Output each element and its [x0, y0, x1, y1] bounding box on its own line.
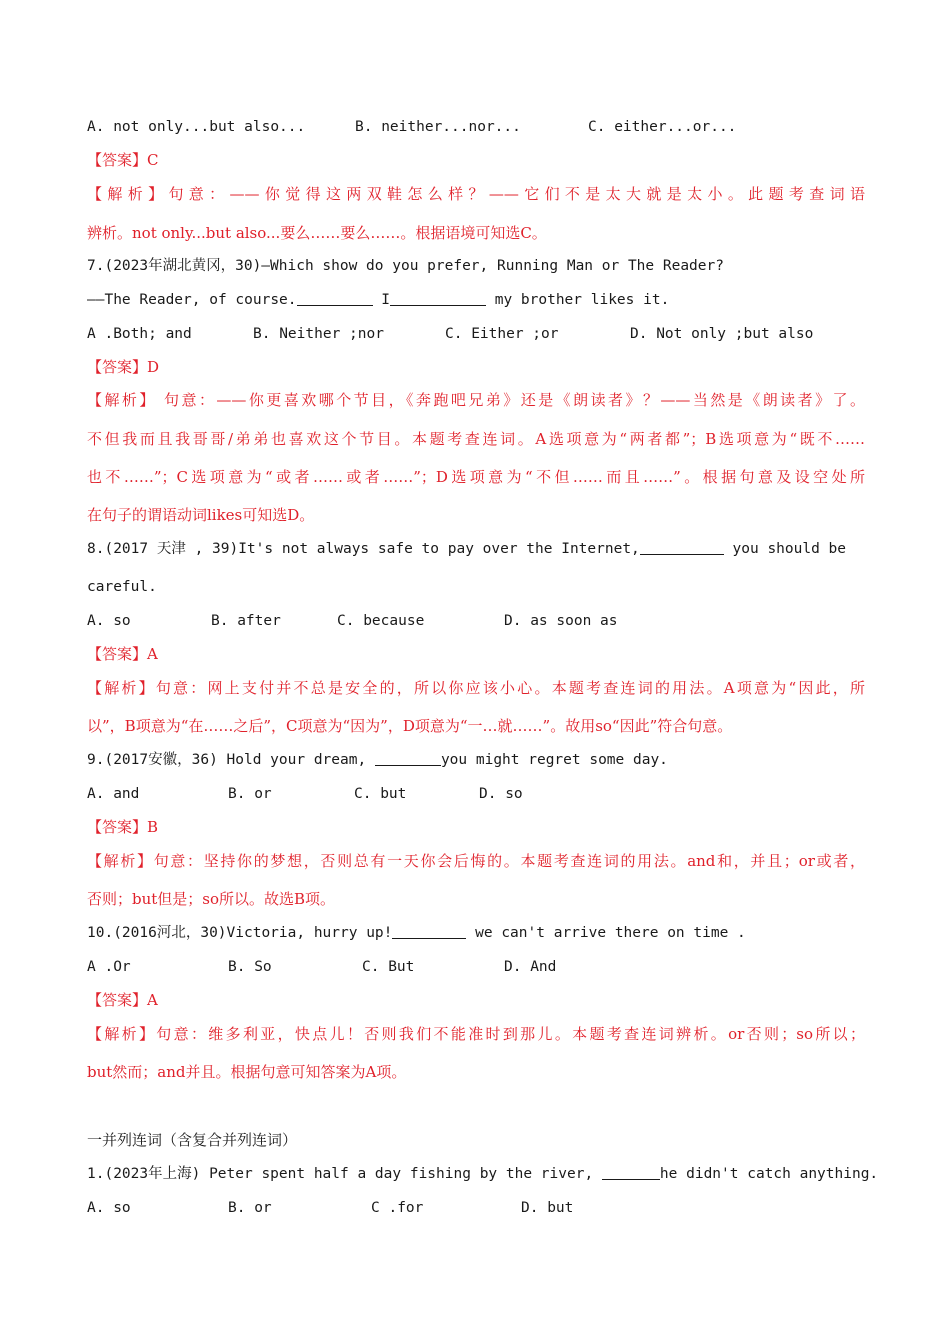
- q7-stem-line-2: [87, 290, 669, 310]
- q7-option-a: A .Both; and: [87, 326, 192, 342]
- q9-stem-part-1: 9.(2017安徽，36) Hold your dream,: [87, 752, 367, 768]
- q9-explanation-line-1: 【解析】句意：坚持你的梦想，否则总有一天你会后悔的。本题考查连词的用法。and和，并且；or或者，: [87, 852, 865, 870]
- q6-answer: 【答案】C: [87, 151, 159, 169]
- q6-explanation-line-2: 辨析。not only...but also...要么……要么……。根据语境可知选C。: [87, 224, 547, 242]
- q9-blank: [375, 751, 441, 766]
- q10-answer: 【答案】A: [87, 991, 158, 1009]
- q6-option-c: C. either...or...: [588, 119, 737, 135]
- q7-blank-1: [297, 291, 373, 306]
- q8-option-c: C. because: [337, 613, 425, 629]
- s1-stem: [87, 1164, 878, 1184]
- q10-option-b: B. So: [228, 959, 272, 975]
- s1-blank: [602, 1165, 660, 1180]
- s1-option-b: B. or: [228, 1200, 272, 1216]
- q7-option-d: D. Not only ;but also: [630, 326, 814, 342]
- q8-stem-line-2: careful.: [87, 579, 157, 595]
- s1-option-c: C .for: [371, 1200, 424, 1216]
- section-title: 一并列连词（含复合并列连词）: [87, 1131, 298, 1149]
- q10-option-a: A .Or: [87, 959, 131, 975]
- q9-explanation-line-2: 否则；but但是；so所以。故选B项。: [87, 890, 336, 908]
- q7-option-c: C. Either ;or: [445, 326, 559, 342]
- q8-stem-part-2: you should be: [732, 541, 847, 557]
- q10-stem-part-1: 10.(2016河北，30)Victoria, hurry up!: [87, 925, 393, 941]
- q6-option-a: A. not only...but also...: [87, 119, 306, 135]
- q9-stem-part-2: you might regret some day.: [440, 752, 668, 768]
- q7-stem-line-1: 7.(2023年湖北黄冈，30)—Which show do you prefer, Running Man or The Reader?: [87, 258, 724, 274]
- q8-option-b: B. after: [211, 613, 281, 629]
- q10-stem-part-2: we can't arrive there on time .: [475, 925, 746, 941]
- s1-option-d: D. but: [521, 1200, 574, 1216]
- q8-stem-line-1: [87, 539, 846, 559]
- q8-stem-part-1: 8.(2017 天津 , 39)It's not always safe to pay over the Internet,: [87, 541, 640, 557]
- q6-option-b: B. neither...nor...: [355, 119, 521, 135]
- q9-stem: [87, 750, 668, 770]
- q10-option-c: C. But: [362, 959, 415, 975]
- q9-option-b: B. or: [228, 786, 272, 802]
- q7-stem-part-2: I: [381, 292, 390, 308]
- q7-explanation-line-3: 也不……”；C选项意为“或者……或者……”；D选项意为“不但……而且……”。根据句意及设空处所: [87, 468, 865, 486]
- q7-stem-part-3: my brother likes it.: [494, 292, 670, 308]
- q9-option-c: C. but: [354, 786, 407, 802]
- q7-answer: 【答案】D: [87, 358, 160, 376]
- q8-blank: [640, 540, 724, 555]
- q8-option-a: A. so: [87, 613, 131, 629]
- q7-explanation-line-4: 在句子的谓语动词likes可知选D。: [87, 506, 315, 524]
- q9-option-a: A. and: [87, 786, 140, 802]
- q10-explanation-line-1: 【解析】句意：维多利亚，快点儿！否则我们不能准时到那儿。本题考查连词辨析。or否则；so所以；: [87, 1025, 865, 1043]
- q10-blank: [392, 924, 466, 939]
- q8-explanation-line-1: 【解析】句意：网上支付并不总是安全的，所以你应该小心。本题考查连词的用法。A项意为“因此，所: [87, 679, 865, 697]
- q10-option-d: D. And: [504, 959, 557, 975]
- q7-option-b: B. Neither ;nor: [253, 326, 384, 342]
- q7-stem-part-1: ——The Reader, of course.: [87, 292, 297, 308]
- q8-answer: 【答案】A: [87, 645, 158, 663]
- q9-answer: 【答案】B: [87, 818, 159, 836]
- q9-option-d: D. so: [479, 786, 523, 802]
- q8-explanation-line-2: 以”，B项意为“在……之后”，C项意为“因为”，D项意为“一…就……”。故用so“因此”符合句意。: [87, 717, 733, 735]
- q10-explanation-line-2: but然而；and并且。根据句意可知答案为A项。: [87, 1063, 407, 1081]
- s1-stem-part-1: 1.(2023年上海) Peter spent half a day fishing by the river,: [87, 1166, 594, 1182]
- q7-explanation-line-2: 不但我而且我哥哥/弟弟也喜欢这个节目。本题考查连词。A选项意为“两者都”；B选项意为“既不……: [87, 430, 865, 448]
- q10-stem: [87, 923, 746, 943]
- s1-stem-part-2: he didn't catch anything.: [659, 1166, 879, 1182]
- s1-option-a: A. so: [87, 1200, 131, 1216]
- q8-option-d: D. as soon as: [504, 613, 618, 629]
- q7-explanation-line-1: 【解析】 句意：——你更喜欢哪个节目，《奔跑吧兄弟》还是《朗读者》？——当然是《朗读者》了。: [87, 391, 865, 409]
- q6-explanation-line-1: 【解析】句意：——你觉得这两双鞋怎么样？——它们不是太大就是太小。此题考查词语: [87, 185, 865, 203]
- q7-blank-2: [390, 291, 486, 306]
